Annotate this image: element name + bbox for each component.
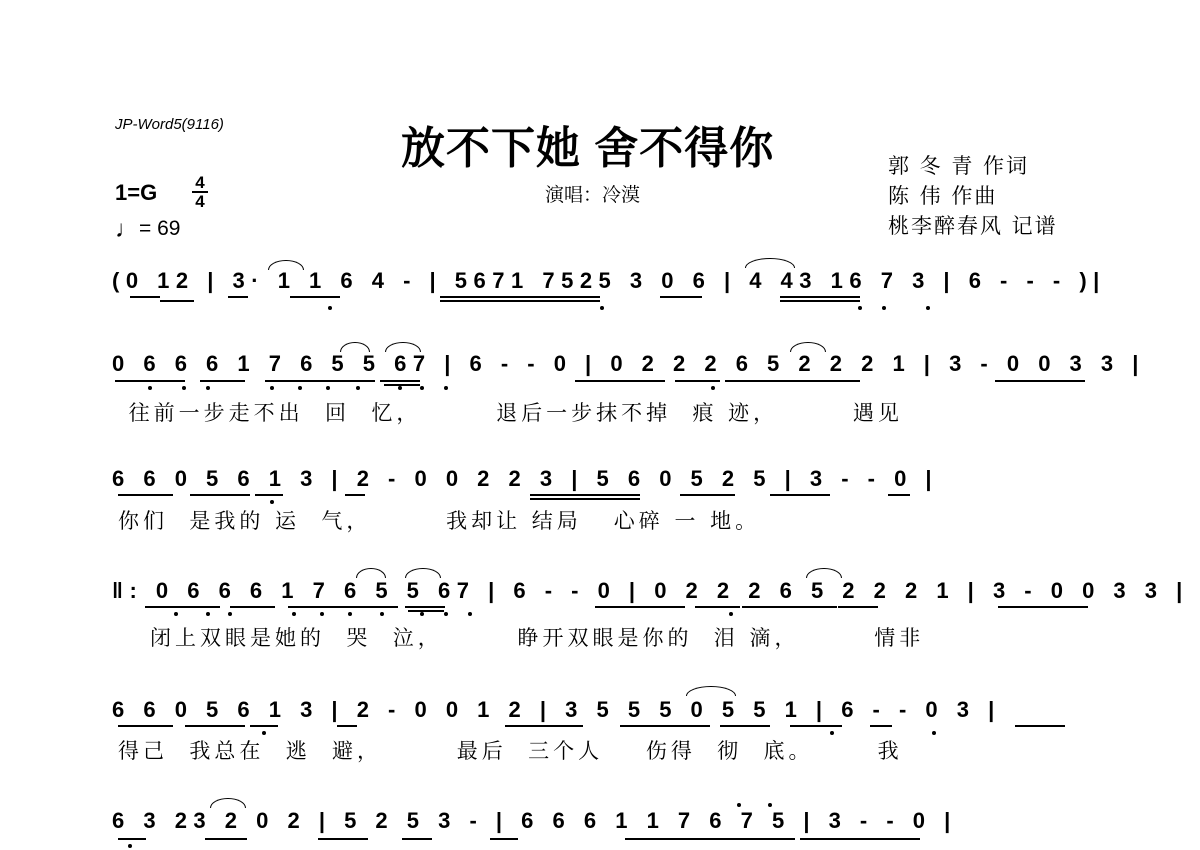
beam-line: [318, 838, 368, 840]
music-row-1: 0 6 6 6 1 7 6 5 5 67 | 6 - - 0 | 0 2 2 2 6 5 2 2 2 1 | 3 - 0 0 3 3 |: [112, 351, 1145, 376]
octave-dot: [326, 386, 330, 390]
beam-line: [530, 494, 640, 496]
beam-line: [255, 494, 283, 496]
beam-line: [115, 380, 185, 382]
octave-dot: [270, 386, 274, 390]
key-signature: 1=G: [115, 180, 158, 205]
beam-line: [530, 498, 640, 500]
octave-dot: [932, 731, 936, 735]
quarter-note-icon: ♩: [115, 216, 139, 243]
beam-line: [130, 296, 160, 298]
beam-line: [595, 606, 685, 608]
beam-line: [742, 606, 837, 608]
octave-dot: [926, 306, 930, 310]
octave-dot: [228, 612, 232, 616]
tie-arc: [268, 260, 304, 270]
beam-line: [575, 380, 665, 382]
tie-arc: [210, 798, 246, 808]
tie-arc: [790, 342, 826, 352]
beam-line: [780, 296, 860, 298]
octave-dot: [858, 306, 862, 310]
octave-dot: [768, 803, 772, 807]
octave-dot: [830, 731, 834, 735]
music-row-2: 6 6 0 5 6 1 3 | 2 - 0 0 2 2 3 | 5 6 0 5 2 5 | 3 - - 0 |: [112, 466, 939, 491]
octave-dot: [128, 844, 132, 848]
octave-dot: [292, 612, 296, 616]
octave-dot: [882, 306, 886, 310]
beam-line: [402, 838, 432, 840]
tie-arc: [405, 568, 441, 578]
beam-line: [118, 838, 146, 840]
time-signature-bottom: 4: [195, 192, 205, 211]
octave-dot: [270, 500, 274, 504]
beam-line: [405, 606, 445, 608]
beam-line: [250, 725, 278, 727]
beam-line: [720, 725, 770, 727]
octave-dot: [444, 612, 448, 616]
beam-line: [790, 725, 842, 727]
beam-line: [118, 725, 173, 727]
beam-line: [380, 380, 420, 382]
tie-arc: [385, 342, 421, 352]
beam-line: [998, 606, 1088, 608]
software-watermark: JP-Word5(9116): [115, 116, 224, 133]
octave-dot: [600, 306, 604, 310]
beam-line: [888, 494, 910, 496]
octave-dot: [420, 612, 424, 616]
music-row-4: 6 6 0 5 6 1 3 | 2 - 0 0 1 2 | 3 5 5 5 0 5 5 1 | 6 - - 0 3 |: [112, 697, 1001, 722]
octave-dot: [711, 386, 715, 390]
beam-line: [870, 725, 892, 727]
beam-line: [345, 494, 365, 496]
beam-line: [505, 725, 583, 727]
octave-dot: [729, 612, 733, 616]
beam-line: [675, 380, 720, 382]
beam-line: [660, 296, 702, 298]
tempo-marking: [115, 216, 180, 244]
beam-line: [625, 838, 795, 840]
beam-line: [838, 606, 878, 608]
octave-dot: [398, 386, 402, 390]
octave-dot: [262, 731, 266, 735]
octave-dot: [148, 386, 152, 390]
beam-line: [995, 380, 1085, 382]
beam-line: [440, 300, 600, 302]
singer-credit: 演唱：冷漠: [545, 185, 641, 206]
octave-dot: [356, 386, 360, 390]
music-row-intro: (0 12 | 3· 1 1 6 4 - | 5671 7525 3 0 6 | 4 43 16 7 3 | 6 - - - )|: [112, 268, 1106, 293]
music-row-5: 6 3 23 2 0 2 | 5 2 5 3 - | 6 6 6 1 1 7 6 7 5 | 3 - - 0 |: [112, 808, 957, 833]
tie-arc: [745, 258, 795, 268]
octave-dot: [206, 612, 210, 616]
tie-arc: [806, 568, 842, 578]
beam-line: [160, 300, 194, 302]
lyrics-row-1: 往前一步走不出 回 忆， 退后一步抹不掉 痕 迹， 遇见: [118, 401, 903, 425]
beam-line: [200, 380, 245, 382]
octave-dot: [348, 612, 352, 616]
beam-line: [228, 296, 248, 298]
beam-line: [288, 606, 398, 608]
beam-line: [440, 296, 600, 298]
beam-line: [290, 296, 340, 298]
beam-line: [695, 606, 740, 608]
time-signature-top: 4: [195, 173, 205, 192]
octave-dot: [320, 612, 324, 616]
composer-credit: 陈 伟 作曲: [888, 184, 998, 208]
beam-line: [384, 384, 420, 386]
beam-line: [770, 494, 830, 496]
beam-line: [1015, 725, 1065, 727]
beam-line: [490, 838, 518, 840]
tie-arc: [340, 342, 370, 352]
beam-line: [725, 380, 820, 382]
beam-line: [190, 494, 250, 496]
octave-dot: [380, 612, 384, 616]
beam-line: [185, 725, 245, 727]
octave-dot: [298, 386, 302, 390]
octave-dot: [420, 386, 424, 390]
lyrics-row-3: 闭上双眼是她的 哭 泣， 睁开双眼是你的 泪 滴， 情非: [118, 626, 925, 650]
beam-line: [230, 606, 275, 608]
beam-line: [800, 838, 920, 840]
music-row-3: ‖: 0 6 6 6 1 7 6 5 5 67 | 6 - - 0 | 0 2 2 2 6 5 2 2 2 1 | 3 - 0 0 3 3 |: [112, 578, 1189, 603]
beam-line: [205, 838, 247, 840]
beam-line: [680, 494, 735, 496]
beam-line: [118, 494, 173, 496]
time-signature: [190, 174, 210, 210]
octave-dot: [328, 306, 332, 310]
song-title: 放不下她 舍不得你: [401, 124, 775, 173]
beam-line: [337, 725, 357, 727]
octave-dot: [737, 803, 741, 807]
lyrics-row-2: 你们 是我的 运 气， 我却让 结局 心碎 一 地。: [118, 509, 761, 533]
beam-line: [780, 300, 860, 302]
beam-line: [820, 380, 860, 382]
octave-dot: [468, 612, 472, 616]
octave-dot: [444, 386, 448, 390]
beam-line: [145, 606, 220, 608]
lyrics-row-4: 得己 我总在 逃 避， 最后 三个人 伤得 彻 底。 我: [118, 739, 903, 763]
octave-dot: [206, 386, 210, 390]
octave-dot: [182, 386, 186, 390]
tie-arc: [686, 686, 736, 696]
transcriber-credit: 桃李醉春风 记谱: [888, 214, 1058, 238]
lyricist-credit: 郭 冬 青 作词: [888, 154, 1030, 178]
beam-line: [265, 380, 375, 382]
tempo-value: = 69: [139, 217, 181, 240]
octave-dot: [174, 612, 178, 616]
beam-line: [620, 725, 710, 727]
tie-arc: [356, 568, 386, 578]
beam-line: [408, 610, 444, 612]
